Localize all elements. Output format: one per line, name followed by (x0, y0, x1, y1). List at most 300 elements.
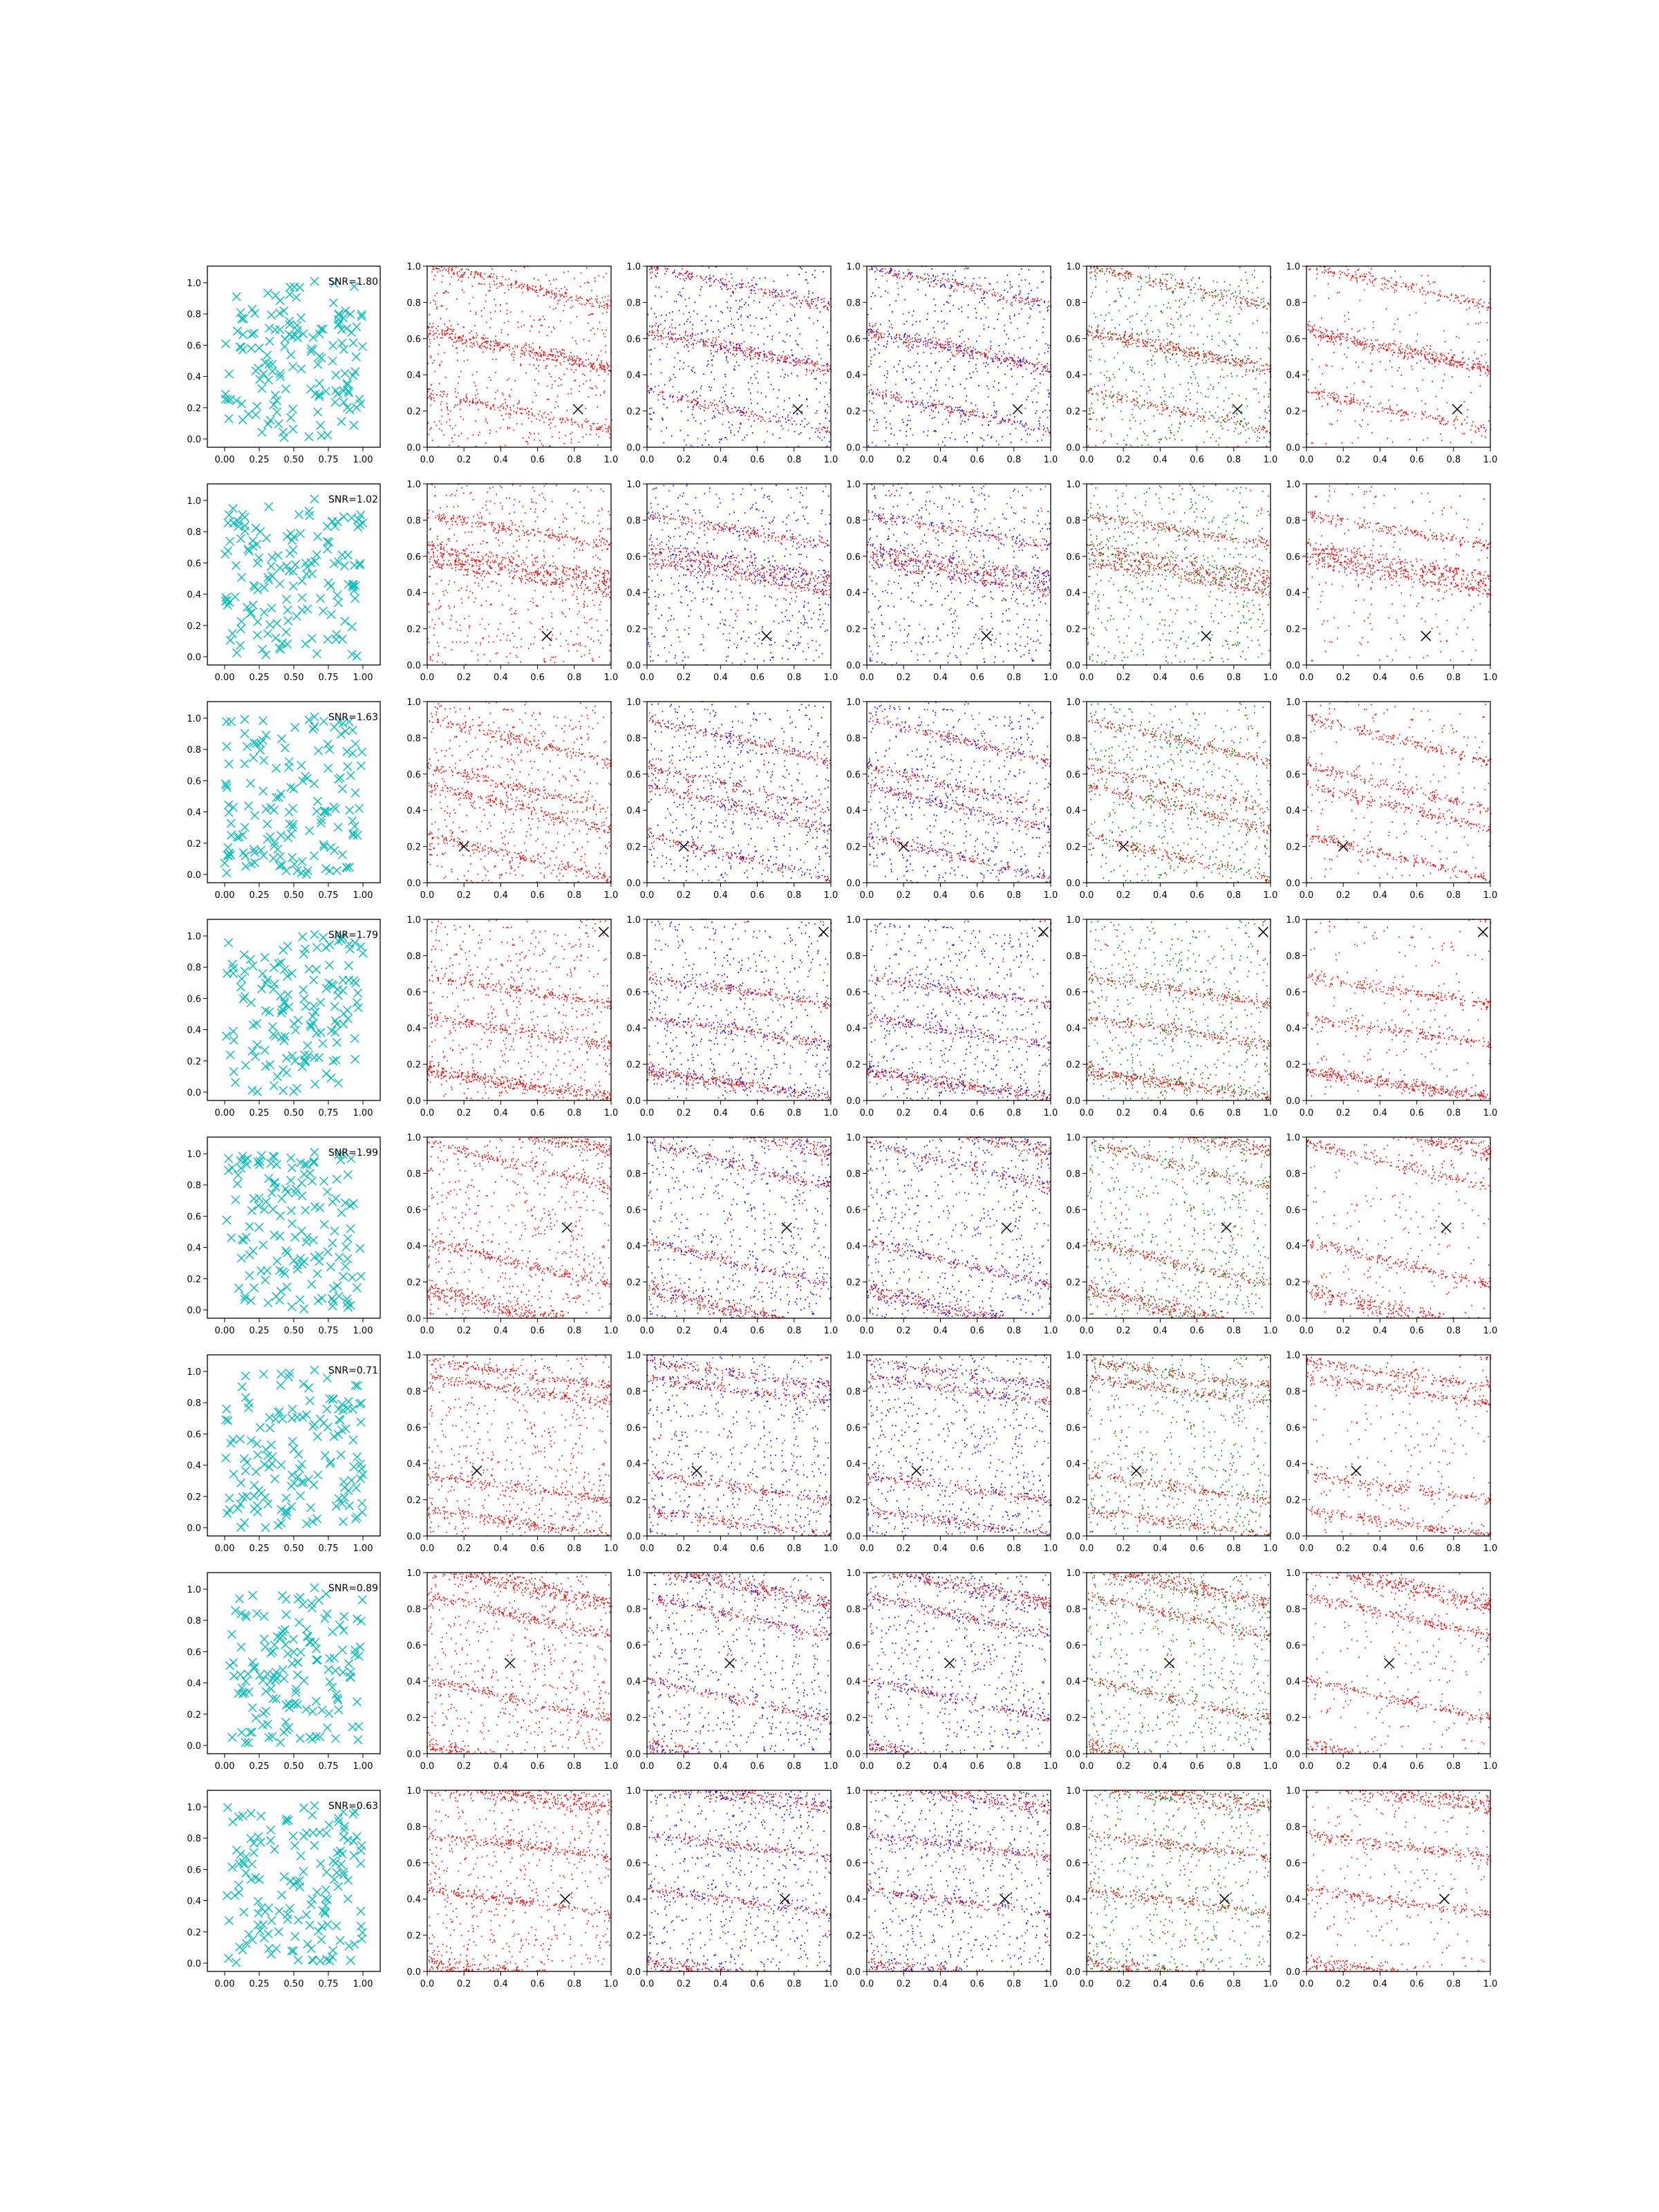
y-tick-label: 0.2 (626, 1495, 641, 1506)
data-point (283, 1915, 292, 1924)
y-tick-label: 0.0 (1286, 1532, 1300, 1542)
x-tick-label: 0.2 (676, 890, 691, 901)
data-point (290, 1445, 298, 1453)
data-point (277, 1519, 285, 1527)
y-tick-label: 0.8 (187, 1834, 201, 1845)
data-point (223, 1216, 231, 1224)
y-tick-label: 1.0 (1286, 1351, 1300, 1361)
data-point (245, 1930, 253, 1938)
data-point (249, 1591, 257, 1600)
data-point (353, 1284, 361, 1292)
subplot-r6-c5 (1066, 1351, 1277, 1554)
x-tick-label: 0.0 (859, 455, 874, 465)
data-point (328, 1294, 336, 1302)
series-blue-points (647, 266, 831, 447)
data-point (228, 629, 236, 637)
data-point (314, 1471, 322, 1479)
data-point (254, 559, 262, 568)
series-red-points (1306, 1790, 1492, 1971)
y-tick-label: 1.0 (1286, 697, 1300, 708)
data-point (259, 1676, 267, 1685)
data-point (261, 953, 269, 962)
data-point (288, 1207, 296, 1215)
data-point (222, 339, 230, 348)
x-tick-label: 0.8 (1446, 1544, 1461, 1554)
data-point (309, 1956, 317, 1965)
data-point (299, 1413, 307, 1421)
data-point (263, 630, 272, 638)
subplot-r8-c3 (626, 1786, 838, 1989)
data-point (267, 1826, 275, 1835)
data-point (236, 1671, 245, 1679)
data-point (260, 1934, 268, 1942)
data-point (339, 1627, 348, 1635)
y-tick-label: 0.6 (406, 552, 421, 563)
data-point (301, 772, 310, 780)
data-point (336, 1416, 344, 1425)
data-point (345, 940, 353, 948)
series-red-points (867, 266, 1051, 445)
data-point (241, 1467, 250, 1475)
data-point (265, 324, 274, 332)
series-blue-points (647, 1790, 832, 1971)
x-tick-label: 1.0 (1483, 455, 1498, 465)
subplot-r4-c1 (187, 919, 380, 1118)
data-point (353, 1698, 361, 1706)
x-tick-label: 0.75 (318, 1108, 339, 1118)
x-tick-label: 0.25 (249, 1544, 270, 1554)
data-point (268, 1189, 276, 1197)
data-point (283, 606, 292, 615)
data-point (321, 807, 329, 815)
data-point (259, 717, 268, 725)
y-tick-label: 1.0 (1066, 697, 1080, 708)
data-point (250, 1492, 258, 1500)
x-tick-label: 0.2 (1335, 1979, 1351, 1989)
x-tick-label: 1.0 (603, 673, 619, 683)
x-tick-label: 0.25 (249, 1326, 270, 1336)
y-tick-label: 1.0 (846, 262, 861, 272)
data-point (272, 1161, 281, 1169)
data-point (307, 1503, 315, 1512)
x-tick-label: 1.0 (1043, 1108, 1058, 1118)
data-point (350, 1940, 359, 1949)
data-point (298, 857, 306, 865)
data-point (333, 1020, 341, 1028)
x-tick-label: 1.0 (603, 1979, 619, 1989)
x-tick-label: 0.0 (639, 1108, 655, 1118)
y-tick-label: 0.8 (1286, 516, 1300, 527)
data-point (271, 391, 279, 400)
data-point (253, 631, 261, 639)
y-tick-label: 0.6 (1286, 334, 1300, 345)
data-point (277, 1461, 285, 1469)
data-point (319, 325, 327, 333)
data-point (343, 747, 351, 756)
data-point (339, 1668, 347, 1676)
y-tick-label: 0.6 (626, 987, 641, 998)
y-tick-label: 1.0 (187, 279, 201, 289)
x-tick-label: 0.6 (1409, 890, 1424, 901)
subplot-r1-c5 (1066, 262, 1277, 465)
data-point (298, 1192, 306, 1200)
y-tick-label: 0.0 (406, 1750, 421, 1760)
x-tick-label: 0.8 (1226, 1108, 1241, 1118)
data-point (313, 1888, 321, 1896)
data-point (315, 1053, 324, 1062)
series-red-points (647, 266, 832, 447)
data-point (300, 995, 308, 1003)
x-tick-label: 0.6 (750, 1108, 765, 1118)
subplot-r4-c4 (846, 915, 1058, 1118)
data-point (332, 1175, 341, 1183)
data-point (238, 346, 247, 354)
x-tick-label: 0.50 (283, 1108, 304, 1118)
data-point (344, 1015, 352, 1023)
axes-frame (867, 1573, 1051, 1754)
x-tick-label: 0.8 (567, 1108, 582, 1118)
target-marker (692, 1466, 702, 1476)
y-tick-label: 0.2 (1286, 1060, 1300, 1071)
y-tick-label: 0.2 (626, 1277, 641, 1288)
data-point (297, 365, 306, 373)
y-tick-label: 0.6 (1066, 769, 1080, 780)
data-point (288, 1302, 296, 1311)
data-point (312, 807, 321, 816)
y-tick-label: 0.6 (846, 987, 861, 998)
data-point (250, 1505, 259, 1513)
x-tick-label: 0.2 (676, 1108, 691, 1118)
data-point (353, 1615, 362, 1623)
y-tick-label: 0.6 (626, 769, 641, 780)
y-tick-label: 0.0 (1286, 1750, 1300, 1760)
y-tick-label: 1.0 (846, 697, 861, 708)
y-tick-label: 0.6 (187, 1647, 201, 1658)
axes-frame (427, 266, 611, 447)
data-point (294, 1671, 302, 1679)
y-tick-label: 0.4 (626, 1024, 641, 1035)
x-tick-label: 1.0 (823, 1761, 838, 1772)
data-point (345, 962, 353, 970)
x-tick-label: 0.75 (318, 1544, 339, 1554)
data-point (297, 1852, 305, 1860)
x-tick-label: 0.0 (859, 1544, 874, 1554)
data-point (339, 346, 348, 354)
data-point (352, 1483, 360, 1492)
data-point (357, 1859, 365, 1868)
y-tick-label: 0.6 (1286, 1640, 1300, 1651)
data-point (250, 1284, 259, 1292)
data-point (297, 1492, 305, 1500)
x-tick-label: 1.0 (1263, 1761, 1278, 1772)
y-tick-label: 0.4 (187, 1896, 201, 1907)
data-point (293, 1265, 301, 1273)
y-tick-label: 0.6 (626, 552, 641, 563)
data-point (325, 1821, 333, 1829)
y-tick-label: 0.0 (1066, 1967, 1080, 1978)
subplot-r3-c6 (1286, 697, 1497, 901)
target-marker (1421, 631, 1431, 641)
data-point (332, 1922, 341, 1930)
data-point (302, 1238, 310, 1246)
data-point (324, 1248, 332, 1256)
data-point (242, 1869, 250, 1877)
data-point (279, 1666, 287, 1674)
y-tick-label: 0.6 (406, 1640, 421, 1651)
data-point (237, 573, 245, 581)
x-tick-label: 0.4 (713, 1326, 728, 1336)
data-point (340, 1612, 348, 1620)
data-point (327, 1074, 335, 1082)
y-tick-label: 0.2 (846, 1713, 861, 1724)
data-point (339, 1478, 348, 1486)
x-tick-label: 0.6 (1409, 1979, 1424, 1989)
y-tick-label: 0.4 (187, 1243, 201, 1254)
y-tick-label: 0.0 (187, 1959, 201, 1969)
x-tick-label: 0.2 (456, 455, 471, 465)
x-tick-label: 0.8 (1006, 673, 1022, 683)
x-tick-label: 0.50 (283, 673, 304, 683)
x-tick-label: 0.0 (420, 1544, 435, 1554)
x-tick-label: 0.8 (567, 1544, 582, 1554)
data-point (337, 1451, 345, 1459)
data-point (256, 1671, 264, 1679)
data-point (262, 731, 270, 739)
data-point (253, 1609, 261, 1618)
y-tick-label: 0.8 (626, 298, 641, 309)
data-point (232, 397, 241, 405)
y-tick-label: 0.0 (846, 1314, 861, 1324)
data-point (272, 1415, 280, 1423)
axes-frame (1087, 484, 1271, 665)
y-tick-label: 0.4 (626, 1241, 641, 1253)
x-tick-label: 0.0 (1079, 673, 1094, 683)
y-tick-label: 0.2 (187, 838, 201, 850)
data-point (291, 723, 299, 731)
target-marker (982, 631, 991, 641)
y-tick-label: 1.0 (1286, 1133, 1300, 1143)
data-point (260, 1206, 268, 1214)
data-point (322, 1868, 330, 1876)
y-tick-label: 0.0 (406, 879, 421, 889)
data-point (327, 610, 335, 619)
y-tick-label: 0.8 (846, 516, 861, 527)
series-red-points (648, 1573, 831, 1753)
x-tick-label: 0.8 (1226, 890, 1241, 901)
subplot-r5-c5 (1066, 1133, 1277, 1336)
x-tick-label: 0.6 (1409, 673, 1424, 683)
x-tick-label: 0.0 (1079, 1108, 1094, 1118)
data-point (240, 1908, 248, 1916)
data-point (273, 619, 281, 628)
subplot-r7-c3 (626, 1568, 838, 1772)
data-point (307, 1944, 315, 1953)
series-green-points (1087, 485, 1271, 665)
y-tick-label: 0.8 (406, 298, 421, 309)
data-point (268, 553, 276, 561)
data-point (353, 998, 361, 1006)
data-point (225, 760, 233, 768)
x-tick-label: 0.4 (933, 1761, 948, 1772)
y-tick-label: 0.0 (1066, 443, 1080, 453)
y-tick-label: 0.0 (1286, 443, 1300, 453)
x-tick-label: 0.6 (750, 455, 765, 465)
data-point (302, 1705, 310, 1714)
data-point (312, 1029, 321, 1038)
data-point (341, 369, 349, 377)
legend-marker (310, 1148, 319, 1156)
data-point (224, 843, 232, 852)
y-tick-label: 1.0 (187, 932, 201, 942)
x-tick-label: 0.2 (456, 890, 471, 901)
data-point (255, 1875, 263, 1884)
data-point (289, 546, 297, 554)
y-tick-label: 0.0 (1066, 1532, 1080, 1542)
y-tick-label: 0.6 (1286, 552, 1300, 563)
data-point (234, 1504, 242, 1512)
x-tick-label: 0.00 (214, 1544, 235, 1554)
axes-frame (867, 1790, 1051, 1971)
x-tick-label: 0.8 (1226, 1544, 1241, 1554)
x-tick-label: 0.6 (1409, 1326, 1424, 1336)
data-point (290, 1256, 298, 1264)
y-tick-label: 0.8 (406, 733, 421, 744)
data-point (358, 1508, 366, 1517)
y-tick-label: 0.8 (406, 1604, 421, 1615)
y-tick-label: 0.8 (1286, 951, 1300, 962)
legend-label: SNR=0.63 (328, 1801, 378, 1812)
y-tick-label: 0.4 (1066, 1895, 1080, 1906)
data-point (232, 1846, 241, 1855)
data-point (241, 715, 249, 724)
x-tick-label: 0.2 (676, 1544, 691, 1554)
y-tick-label: 0.8 (846, 1822, 861, 1833)
data-point (284, 617, 292, 625)
data-point (262, 650, 270, 659)
x-tick-label: 1.0 (1483, 1761, 1498, 1772)
data-point (279, 1415, 287, 1423)
x-tick-label: 0.4 (933, 673, 948, 683)
axes-frame (427, 1573, 611, 1754)
data-point (297, 314, 305, 322)
x-tick-label: 0.0 (1299, 890, 1314, 901)
data-point (274, 959, 283, 968)
data-point (223, 1803, 232, 1812)
data-point (281, 1640, 290, 1649)
y-tick-label: 0.6 (626, 1423, 641, 1434)
y-tick-label: 0.8 (187, 1181, 201, 1192)
data-point (316, 1957, 324, 1965)
y-tick-label: 0.8 (406, 516, 421, 527)
x-tick-label: 0.2 (896, 1761, 911, 1772)
y-tick-label: 0.4 (1286, 371, 1300, 382)
data-point (357, 1922, 365, 1930)
series-red-points (427, 1356, 612, 1536)
data-point (272, 1944, 281, 1953)
target-marker (1002, 1223, 1011, 1232)
data-point (282, 628, 290, 636)
y-tick-label: 0.4 (1286, 1895, 1300, 1906)
legend-label: SNR=1.80 (328, 276, 378, 288)
legend-label: SNR=1.99 (328, 1147, 378, 1159)
data-point (266, 833, 274, 841)
y-tick-label: 0.4 (1066, 1241, 1080, 1253)
data-point (310, 780, 318, 788)
x-tick-label: 0.6 (530, 1979, 545, 1989)
data-point (229, 1818, 237, 1826)
target-marker (782, 1223, 791, 1232)
x-tick-label: 0.75 (318, 673, 339, 683)
y-tick-label: 1.0 (187, 1150, 201, 1160)
x-tick-label: 0.6 (530, 1108, 545, 1118)
x-tick-label: 0.4 (713, 1108, 728, 1118)
data-point (289, 1832, 297, 1840)
data-point (248, 1704, 256, 1712)
data-point (317, 1936, 326, 1944)
x-tick-label: 0.4 (1153, 455, 1168, 465)
x-tick-label: 0.0 (1079, 1761, 1094, 1772)
data-point (229, 1470, 238, 1478)
y-tick-label: 0.6 (626, 1640, 641, 1651)
y-tick-label: 1.0 (1286, 262, 1300, 272)
x-tick-label: 0.6 (750, 890, 765, 901)
x-tick-label: 1.0 (603, 1544, 619, 1554)
data-point (298, 594, 306, 602)
data-point (306, 1169, 314, 1177)
x-tick-label: 0.2 (456, 1108, 471, 1118)
y-tick-label: 0.8 (846, 1169, 861, 1180)
data-point (270, 401, 278, 409)
data-point (272, 634, 280, 642)
data-point (312, 965, 320, 973)
x-tick-label: 0.0 (639, 1761, 655, 1772)
subplot-r3-c1 (187, 702, 380, 901)
y-tick-label: 0.2 (406, 1060, 421, 1071)
data-point (283, 972, 292, 980)
x-tick-label: 0.6 (1409, 455, 1424, 465)
y-tick-label: 0.0 (626, 1096, 641, 1107)
y-tick-label: 0.6 (846, 1205, 861, 1216)
data-point (225, 808, 233, 816)
data-point (269, 1205, 277, 1213)
y-tick-label: 0.8 (1286, 1822, 1300, 1833)
data-point (276, 580, 284, 588)
subplot-r7-c1 (187, 1573, 380, 1772)
x-tick-label: 0.4 (713, 1544, 728, 1554)
subplot-r6-c2 (406, 1351, 618, 1554)
y-tick-label: 0.6 (846, 769, 861, 780)
data-point (240, 950, 248, 959)
data-point (232, 561, 240, 570)
data-point (312, 551, 321, 559)
data-point (264, 1299, 272, 1307)
data-point (330, 1654, 338, 1662)
data-point (295, 510, 303, 518)
legend-label: SNR=0.89 (328, 1583, 378, 1594)
data-point (259, 969, 267, 977)
y-tick-label: 0.4 (187, 1461, 201, 1472)
x-tick-label: 0.2 (896, 1544, 911, 1554)
data-point (359, 1470, 367, 1479)
data-point (271, 1475, 279, 1483)
x-tick-label: 0.8 (1006, 1108, 1022, 1118)
y-tick-label: 0.4 (187, 1678, 201, 1689)
data-point (336, 1621, 344, 1629)
data-point (354, 989, 362, 997)
y-tick-label: 0.6 (846, 1858, 861, 1869)
data-point (252, 524, 260, 532)
data-point (225, 939, 233, 947)
